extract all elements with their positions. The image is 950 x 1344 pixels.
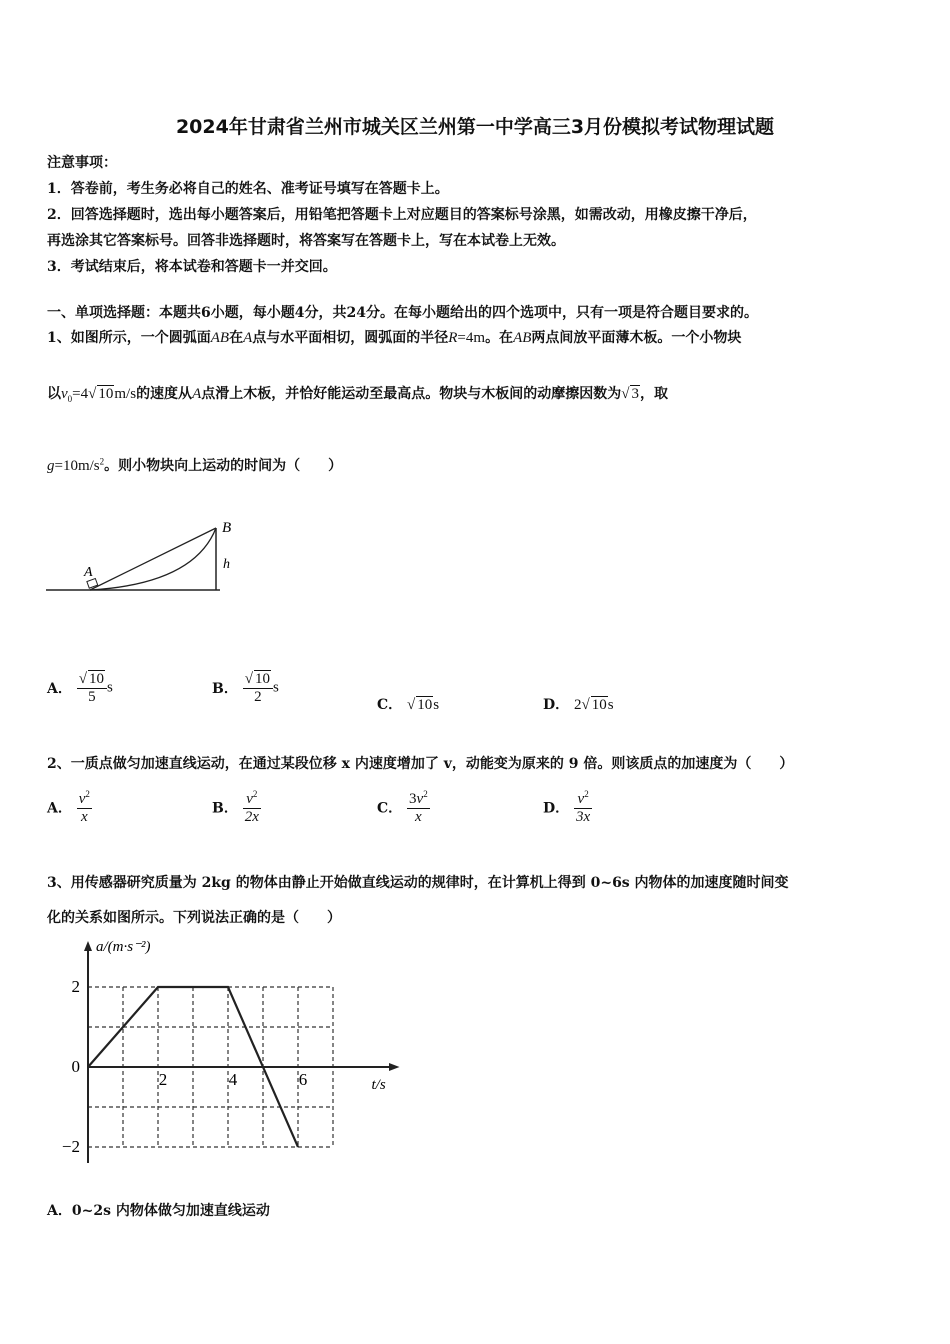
page-title: 2024年甘肃省兰州市城关区兰州第一中学高三3月份模拟考试物理试题 [175, 116, 775, 138]
y-axis-arrow [84, 941, 92, 951]
section-heading: 一、单项选择题：本题共6小题，每小题4分，共24分。在每小题给出的四个选项中，只有一项是符合题目要求的。 [47, 305, 758, 321]
x-tick-label: 6 [298, 1070, 308, 1089]
y-axis-label: a/(m·s⁻²) [96, 940, 151, 955]
q2-option-d[interactable]: D． $\frac{v^2}{3x}$ [543, 789, 591, 825]
q2-option-a[interactable]: A． $\frac{v^2}{x}$ [47, 789, 90, 825]
fig-label-a: A [84, 565, 93, 580]
q1-line2: 以$v_0=4√$ 10m/s的速度从A点滑上木板，并恰好能运动至最高点。物块与木板间的动摩擦因数为√ 3，取 [47, 386, 668, 404]
y-tick-label: 0 [71, 1057, 80, 1076]
fig-label-b: B [222, 520, 232, 536]
q3-chart [55, 940, 405, 1170]
notice-item-1: 1．答卷前，考生务必将自己的姓名、准考证号填写在答题卡上。 [47, 181, 449, 197]
q1-option-d[interactable]: D． 2√ 10s [543, 697, 614, 713]
fig-label-h: h [223, 557, 230, 572]
q2-option-c[interactable]: C． $\frac{3v^2}{x}$ [377, 789, 428, 825]
q2-stem: 2、一质点做匀加速直线运动，在通过某段位移 x 内速度增加了 v，动能变为原来的 9 倍。则该质点的加速度为（ ） [47, 756, 794, 772]
x-axis-label: t/s [371, 1077, 386, 1093]
notice-item-3: 3．考试结束后，将本试卷和答题卡一并交回。 [47, 259, 337, 275]
x-axis-arrow [389, 1063, 400, 1071]
y-tick-label: −2 [61, 1137, 80, 1156]
q1-option-c[interactable]: C． √ 10s [377, 697, 440, 713]
q1-option-b[interactable]: B． $\frac{√ 10}{2}$ s [212, 671, 279, 705]
x-tick-label: 4 [228, 1070, 238, 1089]
y-tick-label: 2 [71, 977, 80, 996]
x-tick-label: 2 [158, 1070, 168, 1089]
q3-option-a[interactable]: A．0~2s 内物体做匀加速直线运动 [47, 1203, 270, 1219]
q1-figure [44, 512, 244, 602]
notice-heading: 注意事项： [47, 155, 117, 171]
q3-stem-line1: 3、用传感器研究质量为 2kg 的物体由静止开始做直线运动的规律时，在计算机上得到 0~6s 内物体的加速度随时间变 [47, 875, 789, 891]
q1-line1: 1、如图所示，一个圆弧面AB在A点与水平面相切，圆弧面的半径R=4m。在AB两点间放平面薄木板。一个小物块 [47, 330, 742, 346]
notice-item-2: 2．回答选择题时，选出每小题答案后，用铅笔把答题卡上对应题目的答案标号涂黑，如需改动，用橡皮擦干净后， [47, 207, 757, 223]
q1-line3: $g=10m/s^2$。则小物块向上运动的时间为（ ） [47, 456, 343, 474]
notice-item-2-cont: 再选涂其它答案标号。回答非选择题时，将答案写在答题卡上，写在本试卷上无效。 [47, 233, 565, 249]
q1-option-a[interactable]: A． $\frac{√ 10}{5}$ s [47, 671, 113, 705]
q3-stem-line2: 化的关系如图所示。下列说法正确的是（ ） [47, 910, 341, 926]
q2-option-b[interactable]: B． $\frac{v^2}{2x}$ [212, 789, 259, 825]
